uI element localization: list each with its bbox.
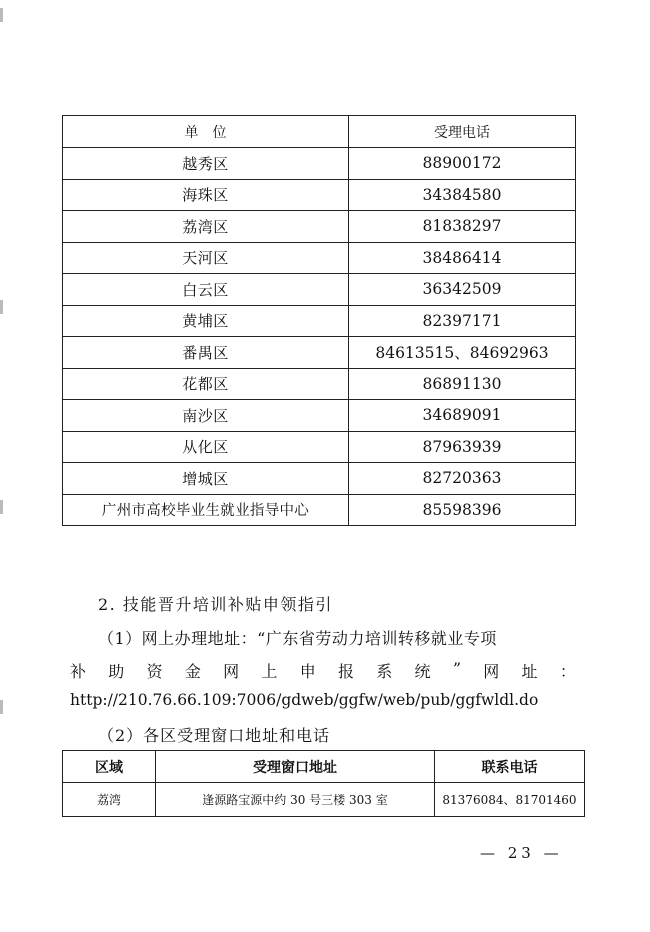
- table-row: [63, 368, 576, 400]
- unit-cell: 南沙区: [63, 400, 349, 432]
- justified-char: 系: [376, 662, 393, 681]
- justified-char: 上: [261, 662, 278, 681]
- unit-cell: 广州市高校毕业生就业指导中心: [63, 494, 349, 526]
- phone-cell: 88900172: [349, 148, 576, 180]
- address-cell: 逢源路宝源中约 30 号三楼 303 室: [156, 783, 435, 817]
- table-row: [63, 179, 576, 211]
- service-window-table: [62, 750, 585, 817]
- header-address: 受理窗口地址: [156, 751, 435, 783]
- justified-char: 助: [108, 662, 125, 681]
- table-header-row: [63, 116, 576, 148]
- table-row: [63, 494, 576, 526]
- scan-edge-mark: [0, 300, 3, 314]
- justified-char: 申: [299, 662, 316, 681]
- hotline-table: [62, 115, 576, 526]
- phone-cell: 34689091: [349, 400, 576, 432]
- table-row: [63, 431, 576, 463]
- scan-edge-mark: [0, 500, 3, 514]
- unit-cell: 荔湾区: [63, 211, 349, 243]
- justified-char: 网: [483, 662, 500, 681]
- district-cell: 荔湾: [63, 783, 156, 817]
- table-row: [63, 242, 576, 274]
- justified-char: 址: [521, 662, 538, 681]
- page-number: — 23 —: [480, 844, 563, 862]
- phone-cell: 36342509: [349, 274, 576, 306]
- table-row: [63, 148, 576, 180]
- unit-cell: 从化区: [63, 431, 349, 463]
- online-url: http://210.76.66.109:7006/gdweb/ggfw/web/pub/ggfwldl.do: [70, 691, 539, 709]
- scan-edge-mark: [0, 8, 3, 22]
- table-row: [63, 463, 576, 495]
- header-phone: 联系电话: [435, 751, 585, 783]
- phone-cell: 86891130: [349, 368, 576, 400]
- phone-cell: 38486414: [349, 242, 576, 274]
- window-section-heading: （2）各区受理窗口地址和电话: [98, 726, 331, 745]
- justified-char: 金: [184, 662, 201, 681]
- header-district: 区域: [63, 751, 156, 783]
- header-phone: 受理电话: [349, 116, 576, 148]
- unit-cell: 白云区: [63, 274, 349, 306]
- phone-cell: 81376084、81701460: [435, 783, 585, 817]
- unit-cell: 海珠区: [63, 179, 349, 211]
- justified-char: 资: [146, 662, 163, 681]
- table-row: [63, 783, 585, 817]
- unit-cell: 越秀区: [63, 148, 349, 180]
- section-heading: 2. 技能晋升培训补贴申领指引: [98, 595, 333, 614]
- table-row: [63, 211, 576, 243]
- phone-cell: 85598396: [349, 494, 576, 526]
- justified-char: 报: [337, 662, 354, 681]
- phone-cell: 82397171: [349, 305, 576, 337]
- table-row: [63, 400, 576, 432]
- online-address-line-justified: [70, 659, 576, 682]
- justified-char: ”: [452, 659, 461, 678]
- phone-cell: 87963939: [349, 431, 576, 463]
- unit-cell: 天河区: [63, 242, 349, 274]
- unit-cell: 花都区: [63, 368, 349, 400]
- online-address-line: （1）网上办理地址：“广东省劳动力培训转移就业专项: [98, 629, 497, 648]
- phone-cell: 84613515、84692963: [349, 337, 576, 369]
- unit-cell: 番禺区: [63, 337, 349, 369]
- unit-cell: 增城区: [63, 463, 349, 495]
- justified-char: 补: [70, 662, 87, 681]
- table-row: [63, 305, 576, 337]
- scan-edge-mark: [0, 700, 3, 714]
- header-unit: 单 位: [63, 116, 349, 148]
- table-row: [63, 337, 576, 369]
- justified-char: ：: [559, 662, 576, 681]
- phone-cell: 82720363: [349, 463, 576, 495]
- table-header-row: [63, 751, 585, 783]
- justified-char: 网: [223, 662, 240, 681]
- justified-char: 统: [414, 662, 431, 681]
- phone-cell: 81838297: [349, 211, 576, 243]
- unit-cell: 黄埔区: [63, 305, 349, 337]
- phone-cell: 34384580: [349, 179, 576, 211]
- table-row: [63, 274, 576, 306]
